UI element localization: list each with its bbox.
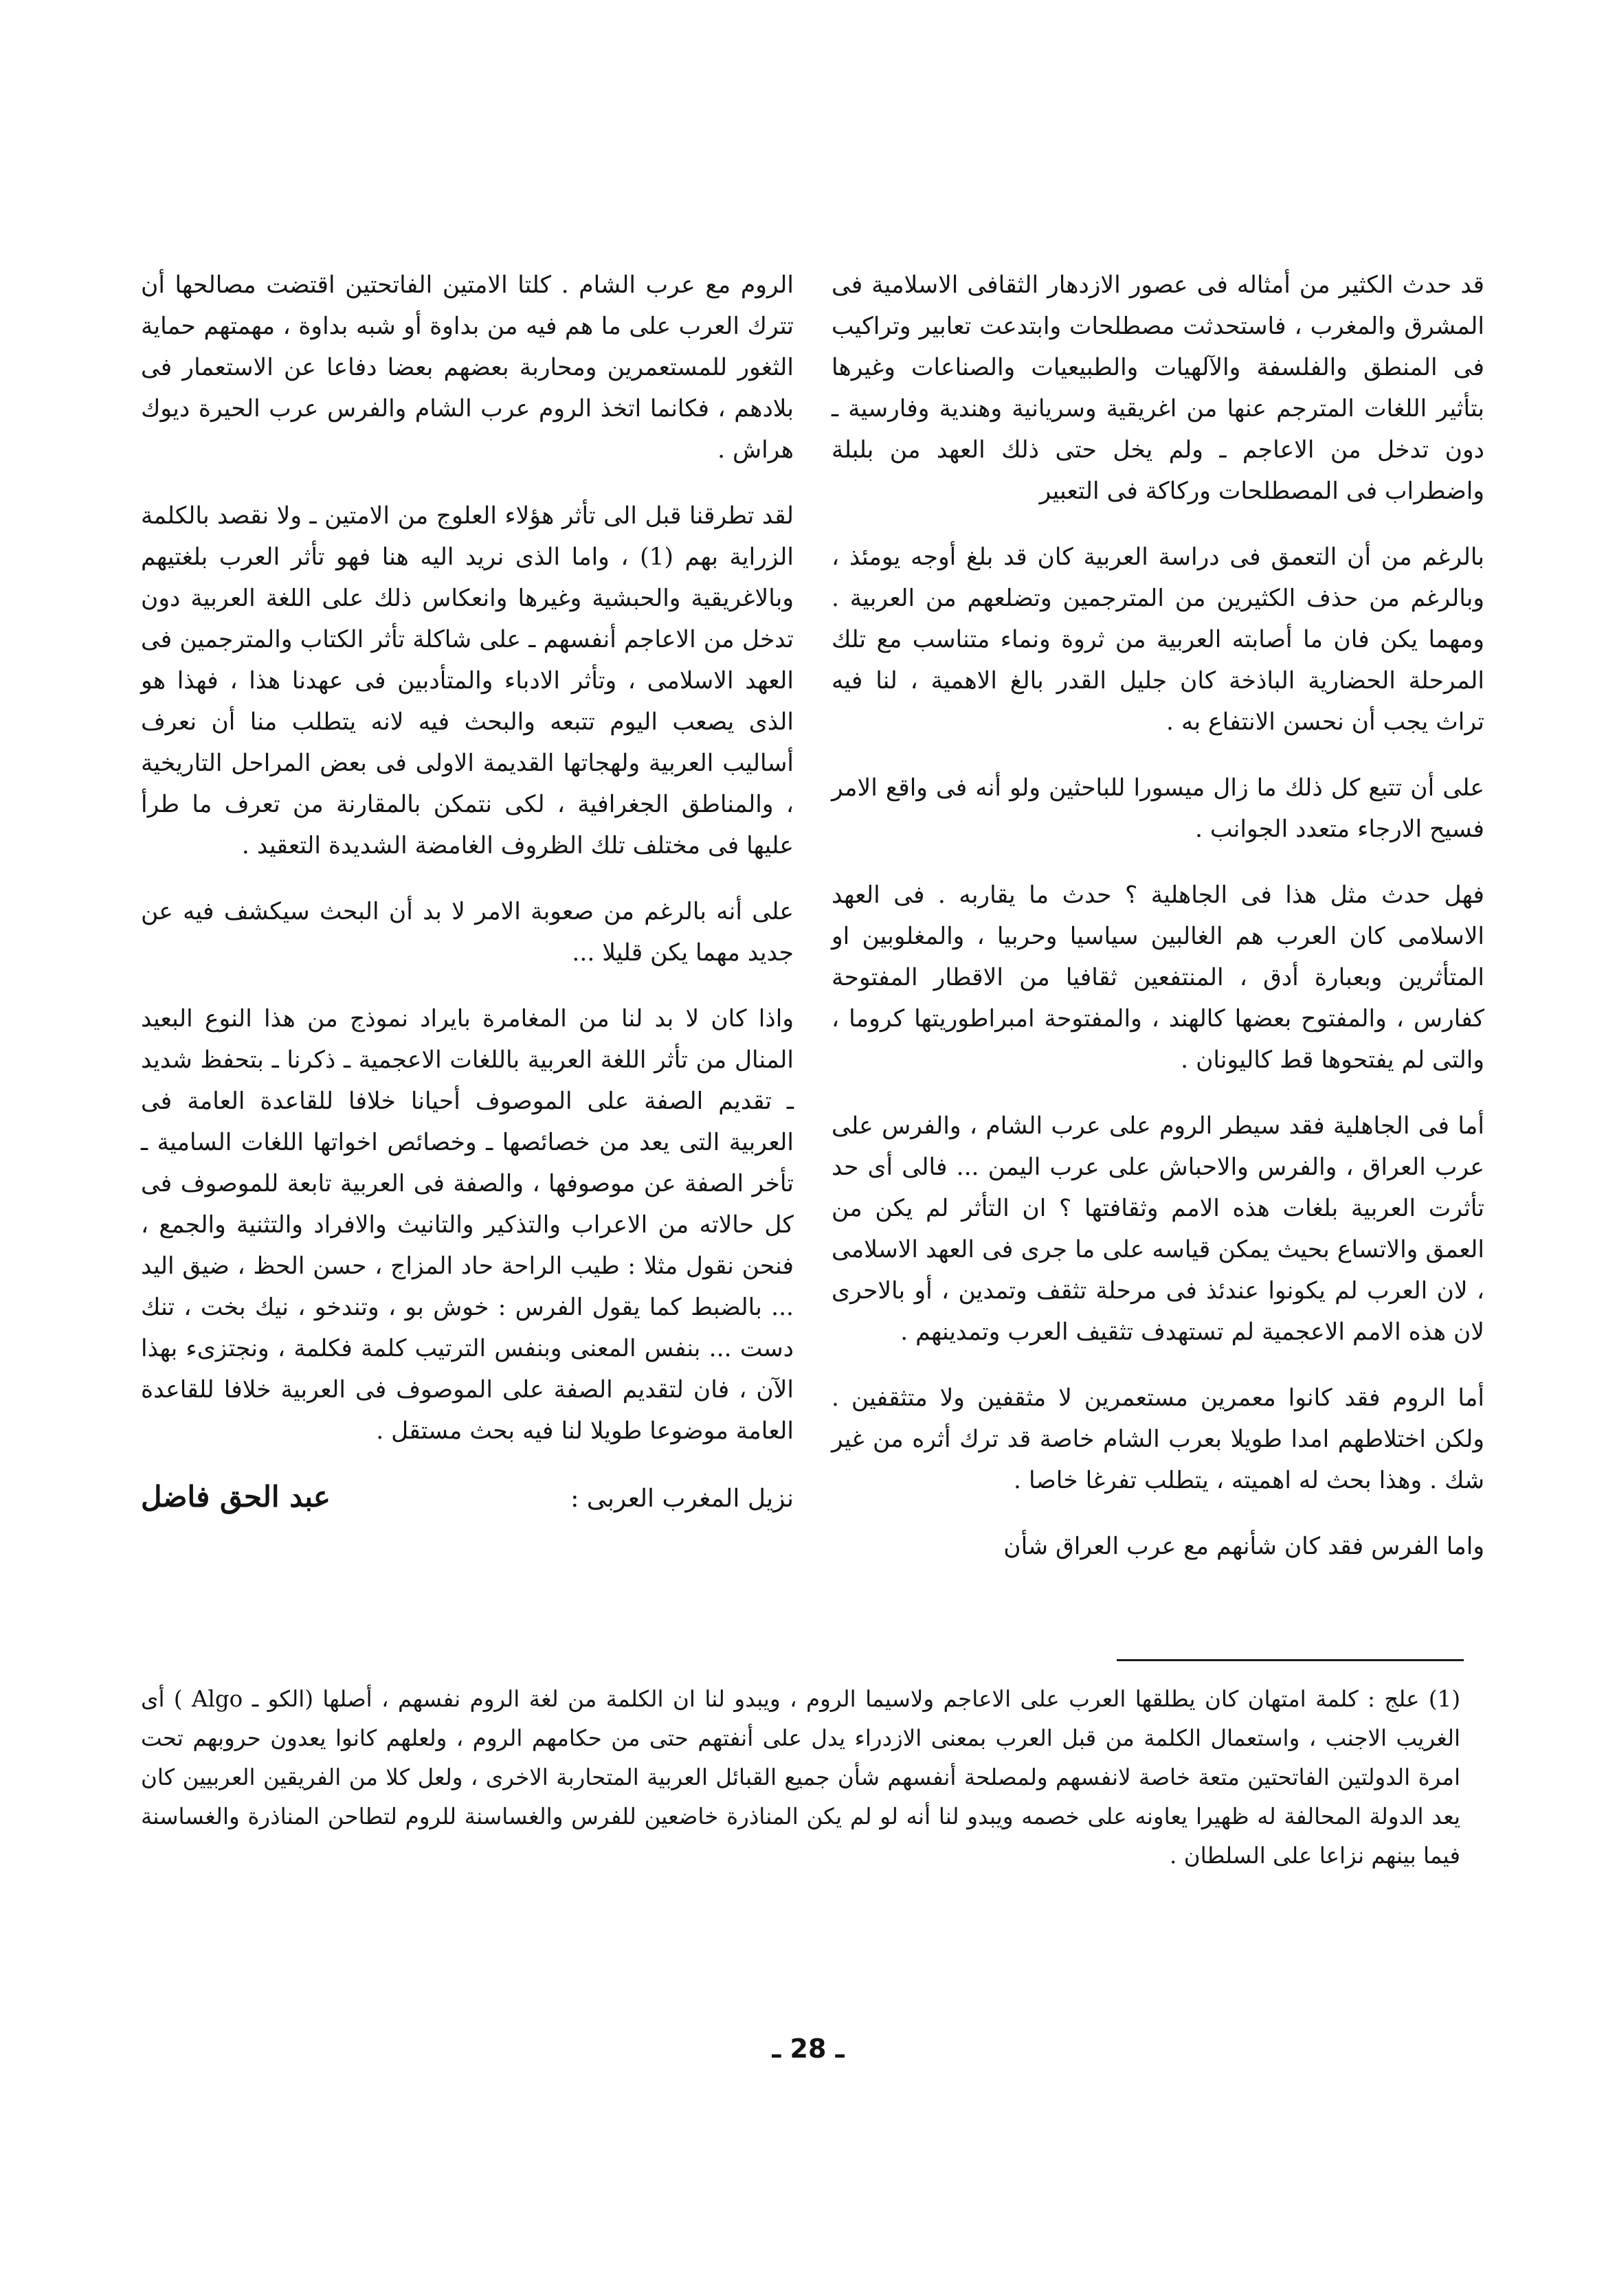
paragraph: فهل حدث مثل هذا فى الجاهلية ؟ حدث ما يقاربه . فى العهد الاسلامى كان العرب هم الغالبين سياسيا وحربيا ، والمغلوبين او المتأثرين وبعبارة أدق ، المنتفعين ثقافيا من الاقطار المفتوحة كفارس ، والمفتوح بعضها كالهند ، والمفتوحة امبراطوريتها كروما ، والتى لم يفتحوها قط كاليونان . (832, 881, 1484, 1074)
signature-line (141, 1476, 794, 1520)
footnote-text: (1) علج : كلمة امتهان كان يطلقها العرب على الاعاجم ولاسيما الروم ، ويبدو لنا ان الكلمة من لغة الروم نفسهم ، أصلها (الكو ـ Algo ) أى الغريب الاجنب ، واستعمال الكلمة من قبل العرب بمعنى الازدراء يدل على أنفتهم حتى من حكامهم الروم ، ولعلهم كانوا يعدون حروبهم تحت امرة الدولتين الفاتحتين متعة خاصة لانفسهم ولمصلحة أنفسهم شأن جميع القبائل العربية المتحاربة الاخرى ، ولعل كلا من الفريقين العربيين كان يعد الدولة المحالفة له ظهيرا يعاونه على خصمه ويبدو لنا أنه لو لم يكن المناذرة خاضعين للفرس والغساسنة للروم لتطاحن المناذرة والغساسنة فيما بينهم نزاعا على السلطان . (141, 1686, 1460, 1869)
paragraph: واذا كان لا بد لنا من المغامرة بايراد نموذج من هذا النوع البعيد المنال من تأثر اللغة العربية باللغات الاعجمية ـ ذكرنا ـ بتحفظ شديد ـ تقديم الصفة على الموصوف أحيانا خلافا للقاعدة العامة فى العربية التى يعد من خصائصها ـ وخصائص اخواتها اللغات السامية ـ تأخر الصفة عن موصوفها ، والصفة فى العربية تابعة للموصوف فى كل حالاته من الاعراب والتذكير والتانيث والافراد والتثنية والجمع ، فنحن نقول مثلا : طيب الراحة حاد المزاج ، حسن الحظ ، ضيق اليد ... بالضبط كما يقول الفرس : خوش بو ، وتندخو ، نيك بخت ، تنك دست ... بنفس المعنى وبنفس الترتيب كلمة فكلمة ، ونجتزىء بهذا الآن ، فان لتقديم الصفة على الموصوف فى العربية خلافا للقاعدة العامة موضوعا طويلا لنا فيه بحث مستقل . (141, 1005, 794, 1445)
paragraph: أما الروم فقد كانوا معمرين مستعمرين لا مثقفين ولا متثقفين . ولكن اختلاطهم امدا طويلا بعرب الشام خاصة قد ترك أثره من غير شك . وهذا بحث له اهميته ، يتطلب تفرغا خاصا . (832, 1384, 1484, 1494)
paragraph: لقد تطرقنا قبل الى تأثر هؤلاء العلوج من الامتين ـ ولا نقصد بالكلمة الزراية بهم (1) ، واما الذى نريد اليه هنا فهو تأثر العرب بلغتيهم وبالاغريقية والحبشية وغيرها وانعكاس ذلك على اللغة العربية دون تدخل من الاعاجم أنفسهم ـ على شاكلة تأثر الكتاب والمترجمين فى العهد الاسلامى ، وتأثر الادباء والمتأدبين فى عهدنا هذا ، فهذا هو الذى يصعب اليوم تتبعه والبحث فيه لانه يتطلب منا أن نعرف أساليب العربية ولهجاتها القديمة الاولى فى بعض المراحل التاريخية ، والمناطق الجغرافية ، لكى نتمكن بالمقارنة من تعرف ما طرأ عليها فى مختلف تلك الظروف الغامضة الشديدة التعقيد . (141, 502, 794, 859)
page-number: ـ 28 ـ (772, 2034, 845, 2064)
paragraph: على أنه بالرغم من صعوبة الامر لا بد أن البحث سيكشف فيه عن جديد مهما يكن قليلا ... (141, 898, 794, 967)
paragraph: قد حدث الكثير من أمثاله فى عصور الازدهار الثقافى الاسلامية فى المشرق والمغرب ، فاستحدثت مصطلحات وابتدعت تعابير وتراكيب فى المنطق والفلسفة والآلهيات والطبيعيات والصناعات وغيرها بتأثير اللغات المترجم عنها من اغريقية وسريانية وهندية وفارسية ـ دون تدخل من الاعاجم ـ ولم يخل حتى ذلك العهد من بلبلة واضطراب فى المصطلحات وركاكة فى التعبير (832, 271, 1484, 505)
paragraph: الروم مع عرب الشام . كلتا الامتين الفاتحتين اقتضت مصالحها أن تترك العرب على ما هم فيه من بداوة أو شبه بداوة ، مهمتهم حماية الثغور للمستعمرين ومحاربة بعضهم بعضا دفاعا عن الاستعمار فى بلادهم ، فكانما اتخذ الروم عرب الشام والفرس عرب الحيرة ديوك هراش . (141, 271, 794, 464)
paragraph: واما الفرس فقد كان شأنهم مع عرب العراق شأن (1003, 1533, 1484, 1560)
signature-location: نزيل المغرب العربى : (570, 1485, 794, 1513)
paragraph: بالرغم من أن التعمق فى دراسة العربية كان قد بلغ أوجه يومئذ ، وبالرغم من حذف الكثيرين من المترجمين وتضلعهم من العربية . ومهما يكن فان ما أصابته العربية من ثروة ونماء متناسب مع تلك المرحلة الحضارية الباذخة كان جليل القدر بالغ الاهمية ، لنا فيه تراث يجب أن نحسن الانتفاع به . (832, 543, 1484, 736)
paragraph: أما فى الجاهلية فقد سيطر الروم على عرب الشام ، والفرس على عرب العراق ، والفرس والاحباش على عرب اليمن ... فالى أى حد تأثرت العربية بلغات هذه الامم وثقافتها ؟ ان التأثر لم يكن من العمق والاتساع بحيث يمكن قياسه على ما جرى فى العهد الاسلامى ، لان العرب لم يكونوا عندئذ فى مرحلة تثقف وتمدين ، أو بالاحرى لان هذه الامم الاعجمية لم تستهدف تثقيف العرب وتمدينهم . (832, 1112, 1484, 1346)
footnote (141, 1680, 1460, 1876)
footnote-divider (1117, 1659, 1464, 1661)
right-column (832, 265, 1484, 1592)
signature-author: عبد الحق فاضل (141, 1480, 331, 1513)
left-column (141, 265, 794, 1520)
paragraph: على أن تتبع كل ذلك ما زال ميسورا للباحثين ولو أنه فى واقع الامر فسيح الارجاء متعدد الجوانب . (832, 774, 1484, 843)
